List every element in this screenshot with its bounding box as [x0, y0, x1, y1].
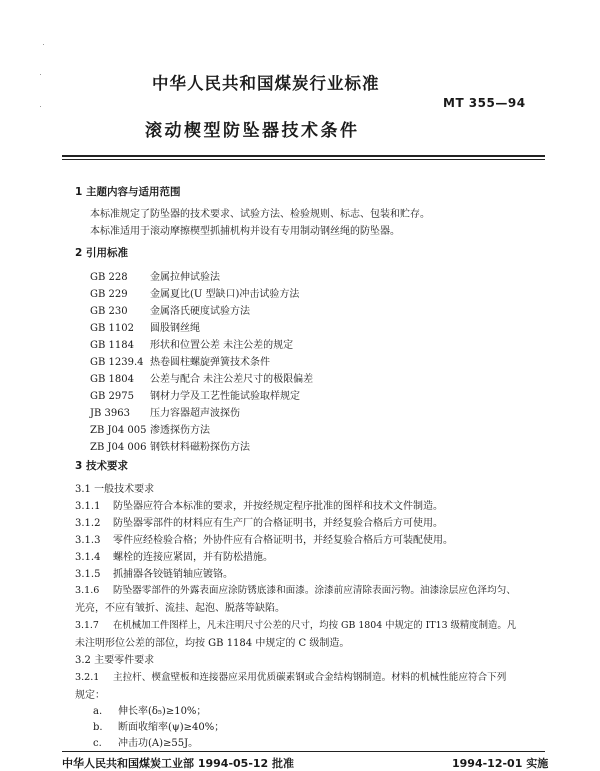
reference-code: GB 1804 — [90, 374, 134, 385]
reference-title: 钢铁材料磁粉探伤方法 — [150, 442, 250, 453]
clause — [75, 548, 273, 563]
clause-text: 螺栓的连接应紧固，并有防松措施。 — [113, 552, 273, 563]
subsection-heading: 3.2 主要零件要求 — [75, 655, 155, 666]
reference-code: JB 3963 — [90, 408, 130, 419]
document-title: 滚动楔型防坠器技术条件 — [145, 121, 360, 141]
header-rule-thick — [62, 155, 545, 157]
section-3-heading: 3 技术要求 — [75, 460, 128, 472]
reference-item — [90, 370, 313, 385]
clause-number: 3.1.3 — [75, 535, 101, 546]
reference-code: GB 1184 — [90, 340, 134, 351]
reference-title: 钢材力学及工艺性能试验取样规定 — [150, 391, 300, 402]
clause-text: 防坠器零部件的材料应有生产厂的合格证明书，并经复验合格后方可使用。 — [113, 518, 443, 529]
section-1-heading: 1 主题内容与适用范围 — [75, 186, 181, 198]
reference-item — [90, 438, 250, 453]
section-1-paragraph: 本标准适用于滚动摩擦楔型抓捕机构并设有专用制动钢丝绳的防坠器。 — [90, 226, 400, 237]
reference-item — [90, 404, 240, 419]
clause-text: 在机械加工件图样上，凡未注明尺寸公差的尺寸，均按 GB 1804 中规定的 IT13 级精度制造。凡 — [113, 620, 517, 631]
reference-code: GB 2975 — [90, 391, 134, 402]
header-rule-thin — [62, 159, 545, 160]
clause-number: 3.1.4 — [75, 552, 101, 563]
clause-text: 防坠器零部件的外露表面应涂防锈底漆和面漆。涂漆前应清除表面污物。油漆涂层应色泽均匀、 — [113, 585, 516, 596]
reference-item — [90, 285, 299, 300]
reference-item — [90, 421, 210, 436]
reference-code: ZB J04 005 — [90, 425, 147, 436]
property-item — [93, 718, 224, 733]
property-label: a. — [93, 706, 103, 717]
property-label: c. — [93, 738, 102, 749]
clause-text: 防坠器应符合本标准的要求，并按经规定程序批准的图样和技术文件制造。 — [113, 501, 443, 512]
clause — [75, 617, 516, 631]
reference-code: GB 1239.4 — [90, 357, 144, 368]
reference-title: 金属洛氏硬度试验方法 — [150, 306, 250, 317]
clause-text: 主拉杆、楔盒壁板和连接器应采用优质碳素钢或合金结构钢制造。材料的机械性能应符合下列 — [113, 672, 507, 683]
reference-item — [90, 336, 293, 351]
clause — [75, 514, 443, 529]
clause-continuation: 规定： — [75, 690, 105, 701]
clause-number: 3.1.7 — [75, 620, 99, 631]
reference-item — [90, 268, 220, 283]
clause-number: 3.2.1 — [75, 672, 100, 683]
reference-code: GB 228 — [90, 272, 128, 283]
reference-item — [90, 387, 300, 402]
reference-item — [90, 353, 270, 368]
property-item — [93, 734, 198, 749]
clause-text: 抓捕器各铰链销轴应镀铬。 — [113, 569, 233, 580]
subsection-heading: 3.1 一般技术要求 — [75, 484, 155, 495]
reference-title: 圆股钢丝绳 — [150, 323, 200, 334]
clause-number: 3.1.5 — [75, 569, 101, 580]
clause — [75, 582, 516, 596]
reference-title: 压力容器超声波探伤 — [150, 408, 240, 419]
reference-code: GB 229 — [90, 289, 128, 300]
section-1-paragraph: 本标准规定了防坠器的技术要求、试验方法、检验规则、标志、包装和贮存。 — [90, 209, 430, 220]
clause-number: 3.1.2 — [75, 518, 101, 529]
property-text: 冲击功(A)≥55J。 — [118, 738, 199, 749]
reference-title: 金属夏比(U 型缺口)冲击试验方法 — [150, 289, 300, 300]
property-item — [93, 702, 206, 717]
reference-title: 渗透探伤方法 — [150, 425, 210, 436]
reference-title: 金属拉伸试验法 — [150, 272, 220, 283]
reference-title: 公差与配合 未注公差尺寸的极限偏差 — [150, 374, 314, 385]
clause — [75, 531, 453, 546]
clause-number: 3.1.1 — [75, 501, 101, 512]
standard-org-heading: 中华人民共和国煤炭行业标准 — [152, 74, 380, 93]
property-label: b. — [93, 722, 103, 733]
reference-code: GB 1102 — [90, 323, 134, 334]
clause-continuation: 光亮，不应有皱折、流挂、起泡、脱落等缺陷。 — [75, 603, 285, 614]
reference-title: 形状和位置公差 未注公差的规定 — [150, 340, 294, 351]
reference-code: ZB J04 006 — [90, 442, 147, 453]
scan-speck — [40, 106, 41, 107]
approval-line: 中华人民共和国煤炭工业部 1994-05-12 批准 — [62, 757, 295, 770]
section-2-heading: 2 引用标准 — [75, 247, 128, 259]
effective-date: 1994-12-01 实施 — [452, 757, 549, 770]
footer-rule — [62, 751, 545, 752]
scan-speck — [43, 44, 44, 45]
reference-title: 热卷圆柱螺旋弹簧技术条件 — [150, 357, 270, 368]
clause — [75, 565, 233, 580]
standard-number: MT 355—94 — [443, 96, 526, 110]
clause-continuation: 未注明形位公差的部位，均按 GB 1184 中规定的 C 级制造。 — [75, 638, 350, 649]
clause-number: 3.1.6 — [75, 585, 100, 596]
reference-item — [90, 319, 200, 334]
reference-item — [90, 302, 250, 317]
property-text: 伸长率(δ₅)≥10%； — [118, 706, 207, 717]
clause — [75, 497, 443, 512]
scan-speck — [40, 74, 41, 75]
property-text: 断面收缩率(ψ)≥40%； — [118, 722, 225, 733]
clause-text: 零件应经检验合格；外协件应有合格证明书，并经复验合格后方可装配使用。 — [113, 535, 453, 546]
reference-code: GB 230 — [90, 306, 128, 317]
clause — [75, 669, 506, 683]
